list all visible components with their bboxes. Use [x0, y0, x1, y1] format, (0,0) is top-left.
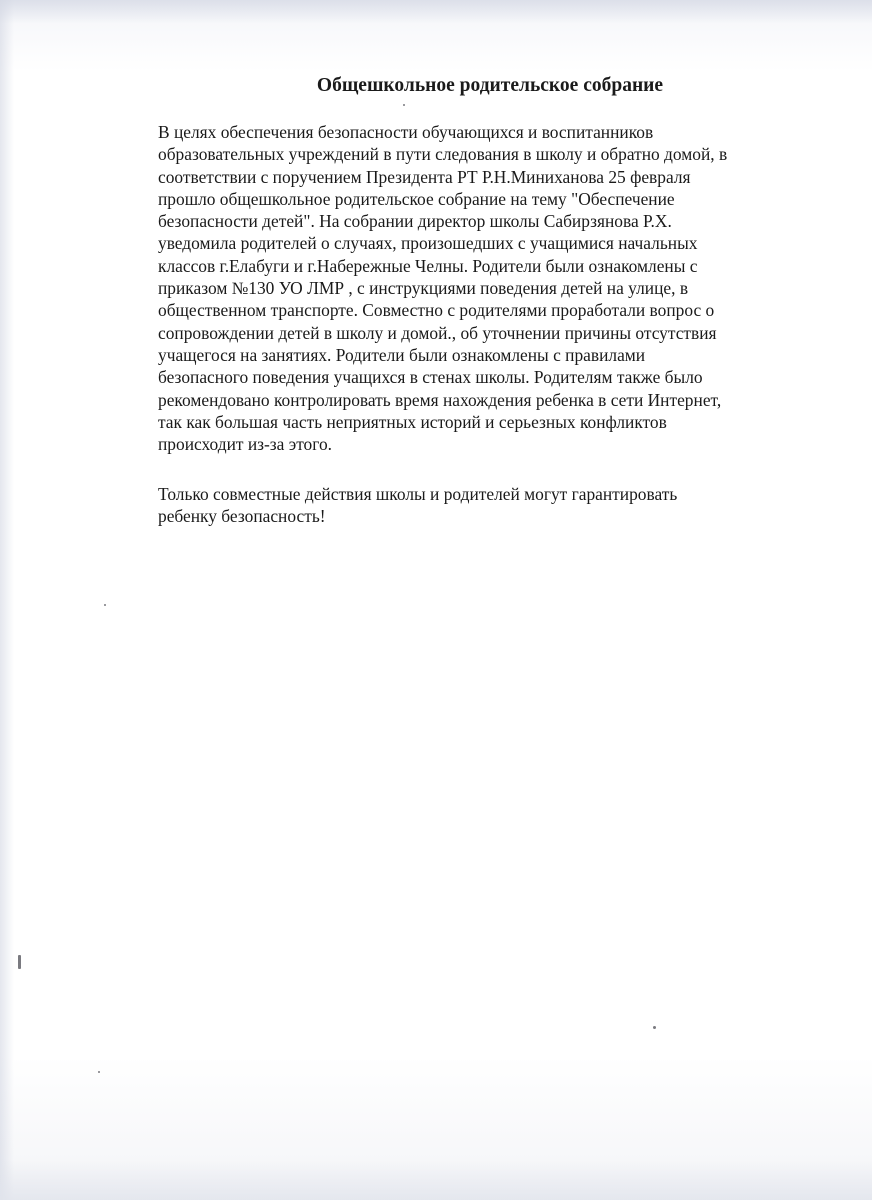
- scan-speck: [104, 604, 106, 606]
- paragraph-line: соответствии с поручением Президента РТ Р.Н.Миниханова 25 февраля: [158, 166, 691, 187]
- scan-speck: [18, 955, 21, 969]
- closing-line: Только совместные действия школы и родителей могут гарантировать: [158, 484, 678, 504]
- scan-speck: [98, 1071, 100, 1073]
- paragraph-line: безопасности детей". На собрании директор школы Сабирзянова Р.Х.: [158, 211, 672, 232]
- paragraph-line: безопасного поведения учащихся в стенах школы. Родителям также было: [158, 367, 703, 388]
- paragraph-line: рекомендовано контролировать время нахождения ребенка в сети Интернет,: [158, 389, 722, 410]
- paragraph-line: сопровождении детей в школу и домой., об уточнении причины отсутствия: [158, 322, 717, 343]
- closing-line: ребенку безопасность!: [158, 506, 326, 527]
- paragraph-line: учащегося на занятиях. Родители были ознакомлены с правилами: [158, 344, 646, 365]
- scan-speck: [403, 104, 405, 106]
- paragraph-line: так как большая часть неприятных историй и серьезных конфликтов: [158, 411, 667, 432]
- scan-speck: [653, 1026, 656, 1029]
- scan-shadow-bottom: [0, 1160, 872, 1200]
- paragraph-line: приказом №130 УО ЛМР , с инструкциями поведения детей на улице, в: [158, 278, 689, 299]
- paragraph-line: В целях обеспечения безопасности обучающихся и воспитанников: [158, 122, 654, 142]
- body-paragraph: [158, 121, 820, 455]
- paragraph-line: классов г.Елабуги и г.Набережные Челны. Родители были ознакомлены с: [158, 255, 698, 276]
- paragraph-line: происходит из-за этого.: [158, 434, 332, 455]
- document-title: Общешкольное родительское собрание: [316, 75, 664, 96]
- paragraph-line: общественном транспорте. Совместно с родителями проработали вопрос о: [158, 300, 715, 321]
- paragraph-line: уведомила родителей о случаях, произошедших с учащимися начальных: [158, 233, 698, 254]
- paragraph-line: прошло общешкольное родительское собрание на тему "Обеспечение: [158, 188, 675, 209]
- scan-shadow-top: [0, 0, 872, 24]
- paragraph-line: образовательных учреждений в пути следования в школу и обратно домой, в: [158, 144, 728, 165]
- closing-paragraph: [158, 483, 820, 528]
- scan-shadow-left: [0, 0, 14, 1200]
